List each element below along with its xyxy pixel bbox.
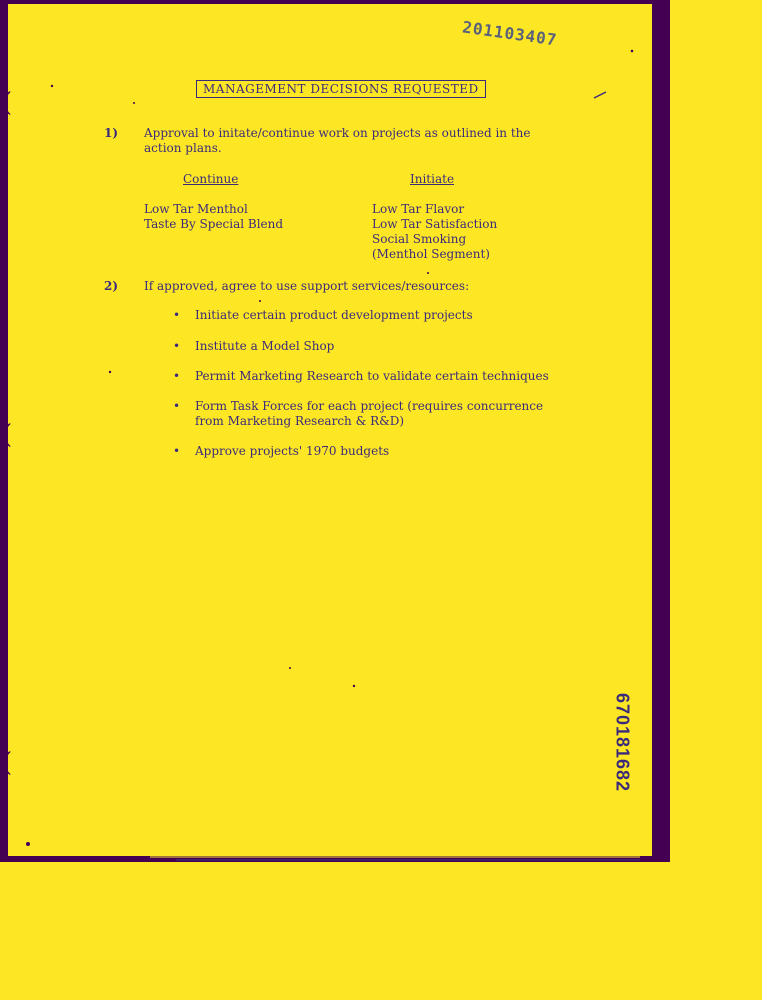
binder-hole-mark: ( xyxy=(2,420,13,450)
item-2-text: If approved, agree to use support services/resources: xyxy=(144,279,470,293)
initiate-item: Social Smoking xyxy=(372,232,467,246)
bullet-dot: • xyxy=(173,339,181,353)
page-title: MANAGEMENT DECISIONS REQUESTED xyxy=(196,80,486,98)
document-id: 670181682 xyxy=(612,692,633,793)
bullet-dot: • xyxy=(173,369,181,383)
continue-item: Low Tar Menthol xyxy=(144,202,248,216)
bullet-text: Permit Marketing Research to validate certain techniques xyxy=(195,369,549,383)
bullet-dot: • xyxy=(173,444,181,458)
initiate-heading: Initiate xyxy=(410,172,455,186)
bates-stamp: 201103407 xyxy=(461,17,559,50)
bullet-text: Initiate certain product development projects xyxy=(195,308,473,322)
initiate-item: Low Tar Satisfaction xyxy=(372,217,498,231)
binder-hole-mark: ( xyxy=(2,748,13,778)
initiate-item: (Menthol Segment) xyxy=(372,247,490,261)
bullet-text: from Marketing Research & R&D) xyxy=(195,414,405,428)
bullet-text: Form Task Forces for each project (requires concurrence xyxy=(195,399,544,413)
initiate-item: Low Tar Flavor xyxy=(372,202,465,216)
bullet-text: Approve projects' 1970 budgets xyxy=(195,444,390,458)
binder-hole-mark: ( xyxy=(2,88,13,118)
bullet-dot: • xyxy=(173,308,181,322)
continue-item: Taste By Special Blend xyxy=(144,217,284,231)
continue-heading: Continue xyxy=(183,172,239,186)
item-1-text-line-1: Approval to initate/continue work on projects as outlined in the xyxy=(144,126,531,140)
item-1-number: 1) xyxy=(104,126,119,140)
item-1-text-line-2: action plans. xyxy=(144,141,222,155)
bullet-text: Institute a Model Shop xyxy=(195,339,335,353)
item-2-number: 2) xyxy=(104,279,119,293)
bullet-dot: • xyxy=(173,399,181,413)
